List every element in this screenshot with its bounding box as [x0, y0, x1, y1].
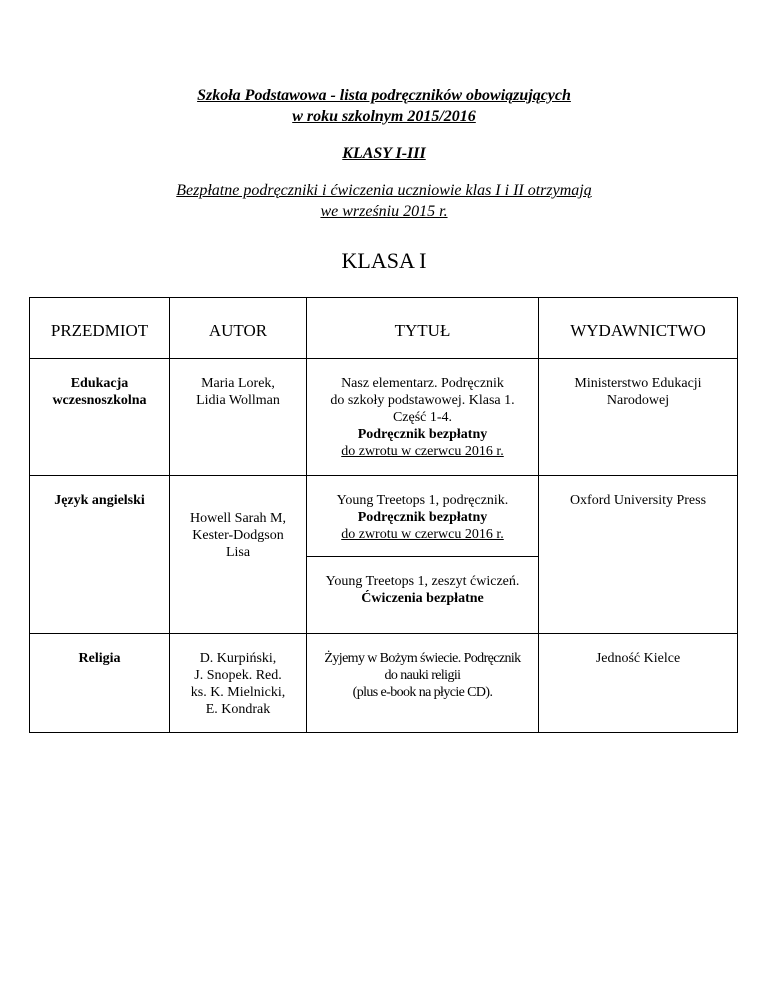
table-row: [30, 634, 738, 733]
return-note: do zwrotu w czerwcu 2016 r.: [341, 527, 504, 542]
author-cell: [170, 476, 307, 634]
publisher-cell: [539, 634, 738, 733]
title-line: Young Treetops 1, podręcznik.: [336, 493, 509, 508]
author-line: E. Kondrak: [205, 702, 271, 717]
title-line-2: w roku szkolnym 2015/2016: [292, 108, 476, 125]
header-publisher: WYDAWNICTWO: [539, 298, 738, 359]
free-note-line-1: Bezpłatne podręczniki i ćwiczenia uczniowie klas I i II otrzymają: [176, 182, 592, 199]
textbook-table: [29, 297, 738, 733]
title-line-1: Szkoła Podstawowa - lista podręczników obowiązujących: [197, 87, 571, 104]
title-line: Żyjemy w Bożym świecie. Podręcznik: [324, 651, 521, 666]
table-header-row: [30, 298, 738, 359]
author-line: Kester-Dodgson: [192, 528, 284, 543]
class-heading: KLASA I: [341, 248, 427, 273]
title-line: do szkoły podstawowej. Klasa 1.: [330, 393, 515, 408]
author-line: J. Snopek. Red.: [194, 668, 282, 683]
author-line: Lisa: [225, 545, 251, 560]
publisher-cell: [539, 359, 738, 476]
header-title: TYTUŁ: [307, 298, 539, 359]
publisher-line: Oxford University Press: [569, 493, 707, 508]
classes-heading: KLASY I-III: [342, 145, 426, 162]
title-cell: [307, 359, 539, 476]
header-subject: PRZEDMIOT: [30, 298, 170, 359]
title-line: do nauki religii: [384, 668, 461, 683]
subject-cell: Edukacja wczesnoszkolna: [30, 359, 170, 476]
workbook-free-label: Ćwiczenia bezpłatne: [361, 591, 484, 606]
publisher-line: Narodowej: [606, 393, 670, 408]
free-books-note: [0, 180, 768, 222]
subject-cell: Religia: [30, 634, 170, 733]
header-author: AUTOR: [170, 298, 307, 359]
title-line: Nasz elementarz. Podręcznik: [341, 376, 504, 391]
author-line: Lidia Wollman: [196, 393, 280, 408]
author-cell: [170, 359, 307, 476]
author-line: D. Kurpiński,: [199, 651, 277, 666]
free-label: Podręcznik bezpłatny: [357, 510, 488, 525]
table-row: [30, 359, 738, 476]
free-note-line-2: we wrześniu 2015 r.: [320, 203, 448, 220]
subject-cell: Język angielski: [30, 476, 170, 634]
publisher-cell: [539, 476, 738, 634]
author-line: Howell Sarah M,: [189, 511, 287, 526]
free-label: Podręcznik bezpłatny: [357, 427, 488, 442]
workbook-cell: [307, 557, 539, 634]
title-cell: [307, 476, 539, 557]
author-cell: [170, 634, 307, 733]
document-title: [0, 85, 768, 127]
publisher-line: Ministerstwo Edukacji: [574, 376, 702, 391]
publisher-line: Jedność Kielce: [595, 651, 681, 666]
title-cell: [307, 634, 539, 733]
return-note: do zwrotu w czerwcu 2016 r.: [341, 444, 504, 459]
author-line: ks. K. Mielnicki,: [190, 685, 286, 700]
title-line: (plus e-book na płycie CD).: [352, 685, 493, 700]
title-line: Część 1-4.: [392, 410, 453, 425]
author-line: Maria Lorek,: [201, 376, 275, 391]
workbook-title: Young Treetops 1, zeszyt ćwiczeń.: [325, 574, 520, 589]
table-row: [30, 476, 738, 557]
